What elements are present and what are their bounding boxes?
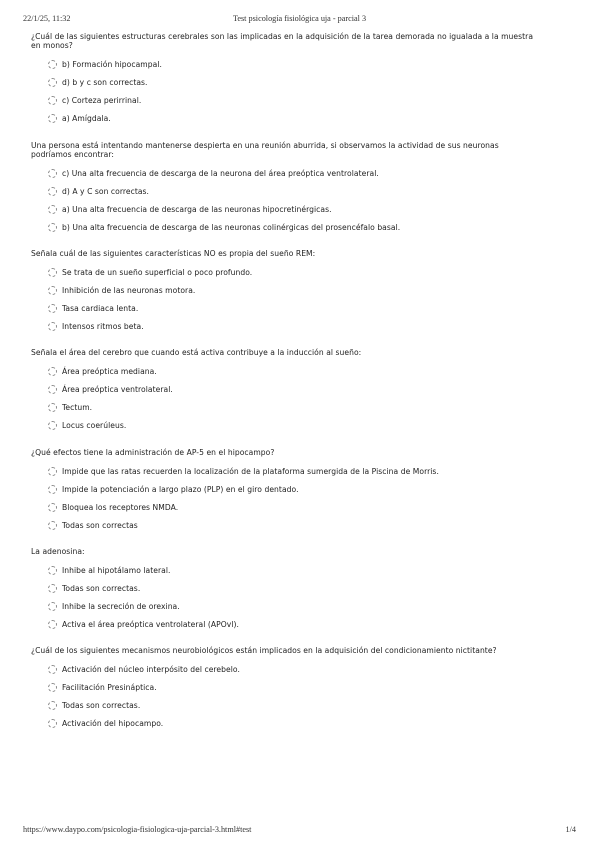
answer-option[interactable] [48,56,541,74]
answer-option[interactable] [48,92,541,110]
radio-button-icon[interactable] [48,268,57,277]
radio-button-icon[interactable] [48,60,57,69]
answer-option[interactable] [48,74,541,92]
question-block [31,448,541,534]
radio-button-icon[interactable] [48,566,57,575]
answer-option-label: Activación del núcleo interpósito del cerebelo. [62,665,240,675]
radio-button-icon[interactable] [48,665,57,674]
answer-option-label: Tasa cardiaca lenta. [62,303,139,313]
radio-button-icon[interactable] [48,584,57,593]
answer-option-label: c) Corteza perirrinal. [62,96,142,106]
radio-button-icon[interactable] [48,503,57,512]
radio-button-icon[interactable] [48,421,57,430]
radio-button-icon[interactable] [48,96,57,105]
answer-option[interactable] [48,164,541,182]
answer-option-label: Se trata de un sueño superficial o poco profundo. [62,267,253,277]
answer-option[interactable] [48,561,541,579]
answer-option-label: Área preóptica mediana. [62,367,157,377]
answer-option-label: d) A y C son correctas. [62,186,150,196]
answer-option-label: Tectum. [62,403,93,413]
answer-option-label: Facilitación Presináptica. [62,683,157,693]
radio-button-icon[interactable] [48,701,57,710]
radio-button-icon[interactable] [48,322,57,331]
radio-button-icon[interactable] [48,78,57,87]
question-block [31,547,541,633]
answer-option[interactable] [48,679,541,697]
answer-option-label: Locus coerúleus. [62,421,127,431]
print-footer [23,825,576,837]
answer-option[interactable] [48,661,541,679]
answer-option-label: b) Formación hipocampal. [62,60,162,70]
answer-option-label: Intensos ritmos beta. [62,321,144,331]
radio-button-icon[interactable] [48,521,57,530]
radio-button-icon[interactable] [48,485,57,494]
radio-button-icon[interactable] [48,602,57,611]
radio-button-icon[interactable] [48,620,57,629]
answer-option[interactable] [48,218,541,236]
question-text: Una persona está intentando mantenerse despierta en una reunión aburrida, si observamos la actividad de sus neuronas podríamos encontrar: [31,140,499,159]
answer-option[interactable] [48,715,541,733]
page-number: 1/4 [565,825,576,834]
answer-option-label: Bloquea los receptores NMDA. [62,502,179,512]
answer-option[interactable] [48,299,541,317]
answer-option[interactable] [48,579,541,597]
answer-option-label: Inhibe la secreción de orexina. [62,601,180,611]
print-url: https://www.daypo.com/psicologia-fisiologica-uja-parcial-3.html#test [23,825,252,834]
question-text: ¿Cuál de las siguientes estructuras cerebrales son las implicadas en la adquisición de la tarea demorada no igualada a la muestra en monos? [31,32,534,51]
answer-option[interactable] [48,498,541,516]
question-text: ¿Cuál de los siguientes mecanismos neurobiológicos están implicados en la adquisición del condicionamiento nictitante? [31,646,497,656]
answer-option[interactable] [48,110,541,128]
radio-button-icon[interactable] [48,304,57,313]
radio-button-icon[interactable] [48,467,57,476]
answer-option-label: Activa el área preóptica ventrolateral (APOvl). [62,619,239,629]
answer-option[interactable] [48,182,541,200]
radio-button-icon[interactable] [48,683,57,692]
answer-option[interactable] [48,615,541,633]
answer-option[interactable] [48,480,541,498]
radio-button-icon[interactable] [48,187,57,196]
radio-button-icon[interactable] [48,223,57,232]
answer-option-label: Inhibición de las neuronas motora. [62,285,196,295]
quiz-container [31,32,541,746]
answer-option-label: a) Amígdala. [62,114,111,124]
print-header [23,14,576,26]
radio-button-icon[interactable] [48,114,57,123]
radio-button-icon[interactable] [48,286,57,295]
radio-button-icon[interactable] [48,385,57,394]
answer-option[interactable] [48,281,541,299]
answer-option-label: Área preóptica ventrolateral. [62,385,173,395]
answer-option-label: c) Una alta frecuencia de descarga de la neurona del área preóptica ventrolateral. [62,168,379,178]
answer-option-label: a) Una alta frecuencia de descarga de las neuronas hipocretinérgicas. [62,204,332,214]
answer-option[interactable] [48,462,541,480]
answer-option[interactable] [48,381,541,399]
radio-button-icon[interactable] [48,367,57,376]
answer-option[interactable] [48,697,541,715]
answer-option[interactable] [48,200,541,218]
answer-option[interactable] [48,597,541,615]
answer-option-label: d) b y c son correctas. [62,78,148,88]
answer-option[interactable] [48,363,541,381]
answer-option-label: Impide la potenciación a largo plazo (PLP) en el giro dentado. [62,484,299,494]
answer-option[interactable] [48,263,541,281]
answer-option-label: Todas son correctas. [62,701,141,711]
radio-button-icon[interactable] [48,205,57,214]
question-block [31,348,541,434]
question-block [31,32,541,128]
radio-button-icon[interactable] [48,169,57,178]
question-text: Señala cuál de las siguientes características NO es propia del sueño REM: [31,249,316,259]
radio-button-icon[interactable] [48,403,57,412]
print-datetime: 22/1/25, 11:32 [23,14,71,23]
question-text: La adenosina: [31,547,85,557]
answer-option-label: Impide que las ratas recuerden la localización de la plataforma sumergida de la Piscina de Morris. [62,466,439,476]
question-text: Señala el área del cerebro que cuando está activa contribuye a la inducción al sueño: [31,348,362,358]
answer-option-label: b) Una alta frecuencia de descarga de las neuronas colinérgicas del prosencéfalo basal. [62,222,401,232]
question-block [31,646,541,732]
question-text: ¿Qué efectos tiene la administración de AP-5 en el hipocampo? [31,447,275,457]
answer-option-label: Todas son correctas [62,520,138,530]
answer-option[interactable] [48,317,541,335]
answer-option[interactable] [48,399,541,417]
radio-button-icon[interactable] [48,719,57,728]
question-block [31,249,541,335]
print-title: Test psicología fisiológica uja - parcial 3 [232,14,367,23]
question-block [31,141,541,237]
answer-option-label: Activación del hipocampo. [62,719,164,729]
answer-option-label: Inhibe al hipotálamo lateral. [62,565,171,575]
answer-option-label: Todas son correctas. [62,583,141,593]
answer-option[interactable] [48,516,541,534]
answer-option[interactable] [48,417,541,435]
